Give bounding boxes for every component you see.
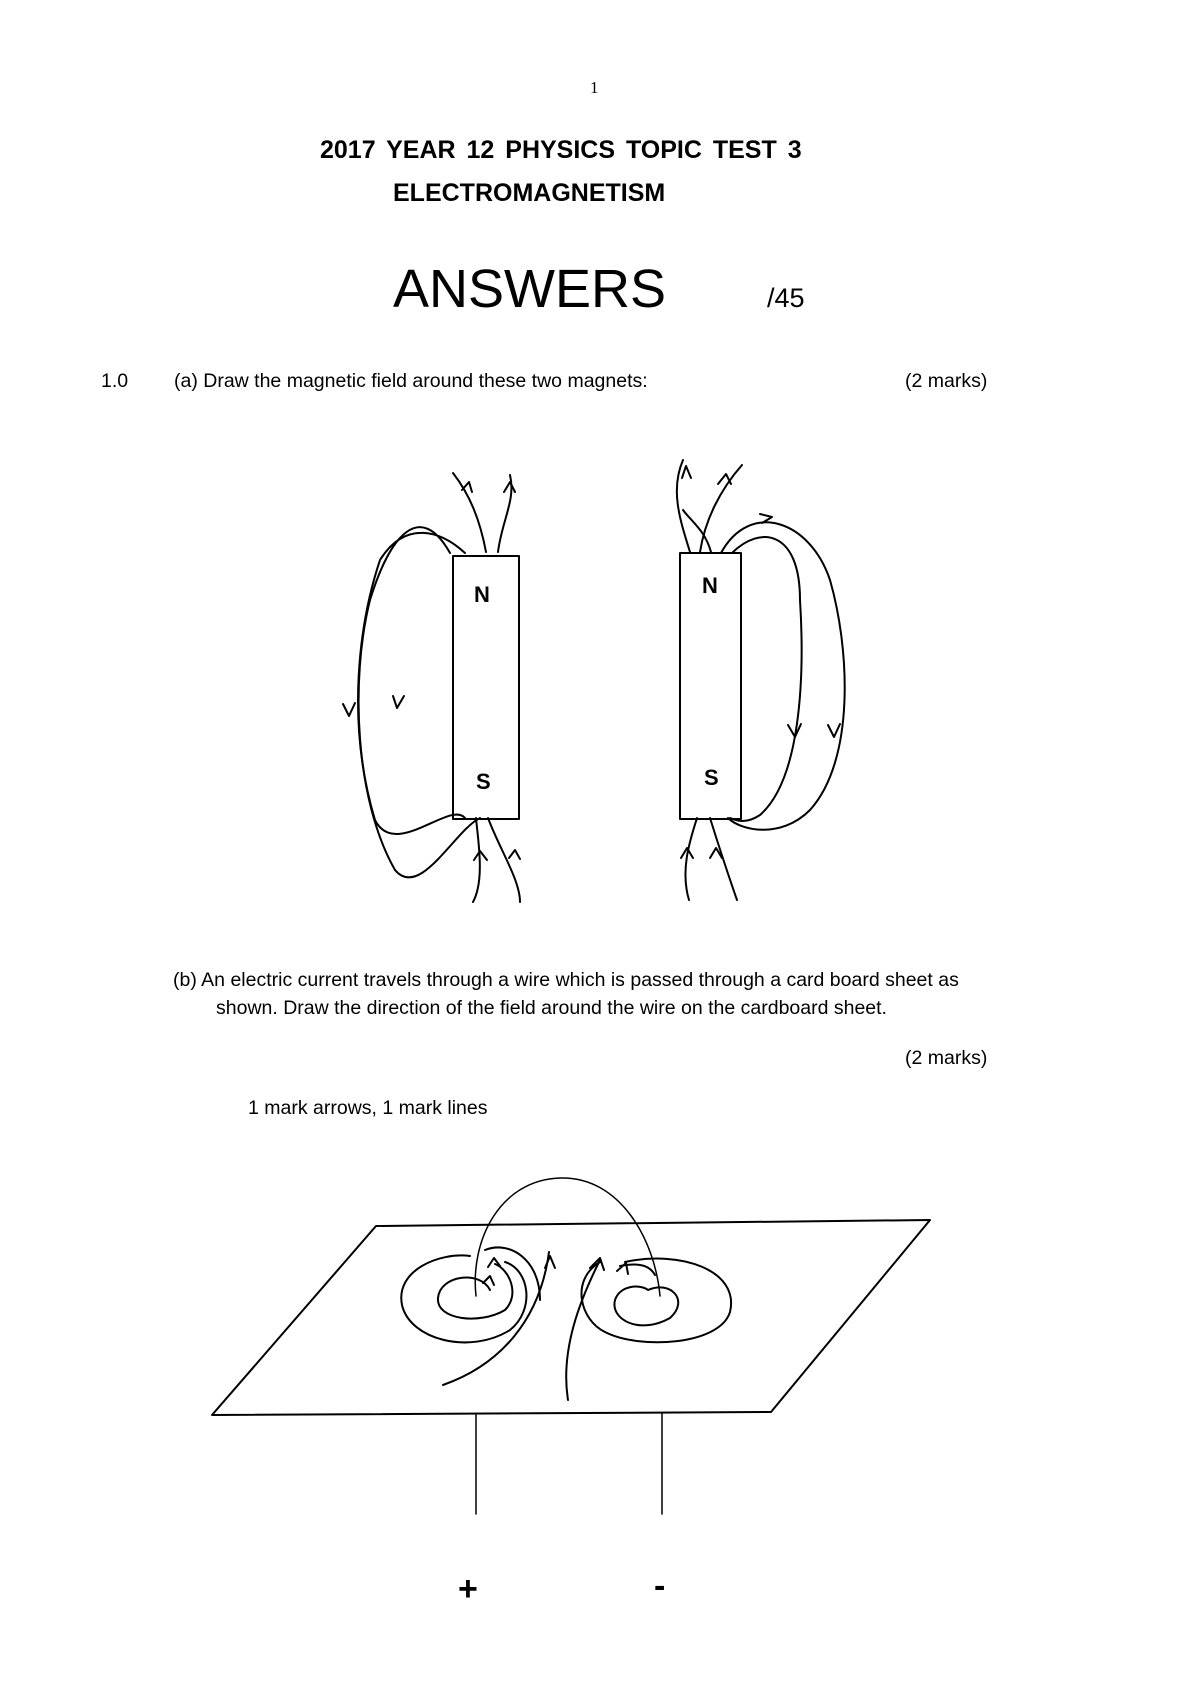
field-lines-left-magnet <box>343 473 520 902</box>
wire-loop <box>475 1178 660 1296</box>
magnet-right-north-label: N <box>702 573 718 598</box>
test-topic: ELECTROMAGNETISM <box>393 179 666 207</box>
magnet-left-north-label: N <box>474 582 490 607</box>
negative-terminal-label: - <box>654 1567 666 1605</box>
question-1b-text-line2: shown. Draw the direction of the field around the wire on the cardboard sheet. <box>216 997 887 1019</box>
page-number: 1 <box>590 78 599 97</box>
marking-note: 1 mark arrows, 1 mark lines <box>248 1097 488 1119</box>
question-number: 1.0 <box>101 370 129 392</box>
answers-heading: ANSWERS <box>393 259 667 319</box>
magnet-right-south-label: S <box>704 765 719 790</box>
question-1a-text: (a) Draw the magnetic field around these two magnets: <box>174 370 648 392</box>
test-title: 2017 YEAR 12 PHYSICS TOPIC TEST 3 <box>320 136 802 164</box>
field-lines-right-magnet <box>677 460 845 900</box>
question-1b-text-line1: (b) An electric current travels through a wire which is passed through a card board sheet as <box>173 969 959 991</box>
cardboard-sheet <box>212 1220 930 1415</box>
positive-terminal-label: + <box>458 1570 478 1608</box>
total-score: /45 <box>767 283 805 313</box>
magnet-left-south-label: S <box>476 769 491 794</box>
question-1a-marks: (2 marks) <box>905 370 988 392</box>
question-1b-marks: (2 marks) <box>905 1047 988 1069</box>
wire-cardboard-diagram <box>212 1178 930 1514</box>
